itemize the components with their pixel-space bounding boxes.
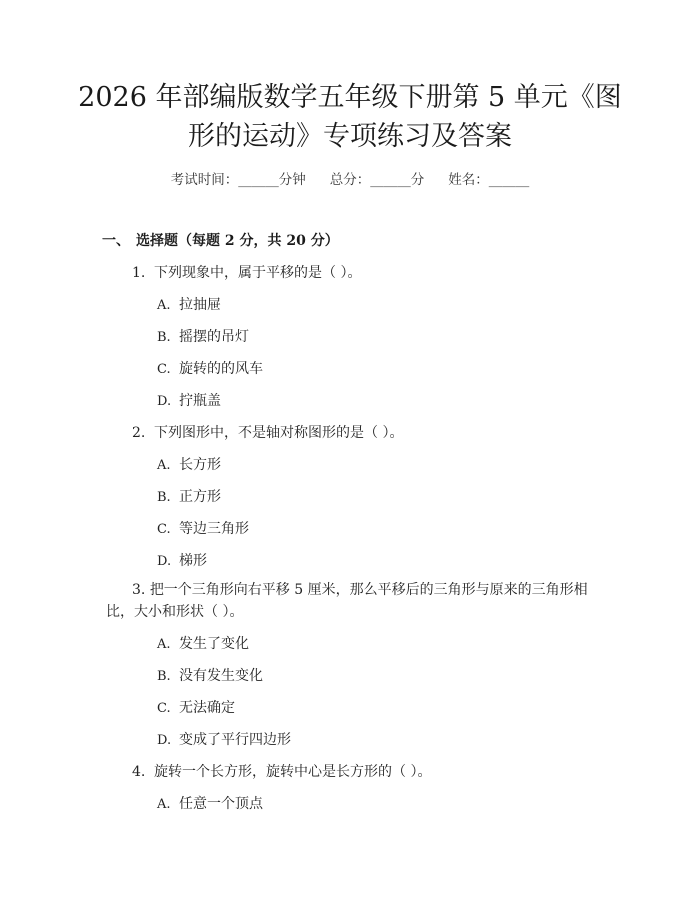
option-text: 发生了变化 [179,636,249,652]
question-3-option-a [157,633,249,653]
option-text: 等边三角形 [179,521,249,537]
option-letter: A. [157,797,171,812]
option-text: 拉抽屉 [179,297,221,313]
total-score-label: 总分：______分 [329,172,425,188]
document-title [60,78,640,156]
question-number: 1. [132,265,146,281]
section-number: 一、 [102,233,130,249]
question-2 [132,422,403,442]
question-2-option-d [157,550,207,570]
option-letter: B. [157,669,171,684]
option-letter: A. [157,637,171,652]
question-1-option-c [157,358,263,378]
exam-info [0,168,700,188]
question-3 [106,579,606,623]
option-letter: C. [157,522,171,537]
question-number: 3. [132,582,146,598]
option-letter: A. [157,298,171,313]
student-name-label: 姓名：______ [448,172,530,188]
question-number: 2. [132,425,146,441]
question-text: 旋转一个长方形，旋转中心是长方形的（ ）。 [154,764,432,780]
question-2-option-b [157,486,221,506]
option-letter: B. [157,490,171,505]
option-text: 没有发生变化 [179,668,263,684]
option-letter: A. [157,458,171,473]
option-text: 旋转的的风车 [179,361,263,377]
question-text-line-1 [106,579,606,601]
option-text: 摇摆的吊灯 [179,329,249,345]
question-4 [132,761,431,781]
option-text: 拧瓶盖 [179,393,221,409]
option-letter: C. [157,362,171,377]
option-text: 梯形 [179,553,207,569]
option-letter: D. [157,394,172,409]
question-text: 把一个三角形向右平移 5 厘米，那么平移后的三角形与原来的三角形相 [149,582,588,598]
question-2-option-c [157,518,249,538]
title-line-2: 形的运动》专项练习及答案 [188,121,512,152]
question-4-option-a [157,793,263,813]
question-3-option-c [157,697,235,717]
question-text: 下列图形中，不是轴对称图形的是（ ）。 [154,425,404,441]
section-heading [102,230,339,250]
question-number: 4. [132,764,146,780]
question-2-option-a [157,454,221,474]
option-text: 正方形 [179,489,221,505]
question-3-option-d [157,729,291,749]
option-text: 变成了平行四边形 [179,732,291,748]
option-text: 长方形 [179,457,221,473]
option-letter: D. [157,554,172,569]
question-3-option-b [157,665,263,685]
question-text-line-2: 比，大小和形状（ ）。 [106,604,244,620]
question-text: 下列现象中，属于平移的是（ ）。 [154,265,362,281]
exam-time-label: 考试时间：______分钟 [170,172,306,188]
option-letter: D. [157,733,172,748]
question-1-option-d [157,390,221,410]
question-1 [132,262,361,282]
option-letter: B. [157,330,171,345]
option-letter: C. [157,701,171,716]
question-1-option-b [157,326,249,346]
section-title: 选择题（每题 2 分，共 20 分） [136,233,339,249]
option-text: 任意一个顶点 [179,796,263,812]
option-text: 无法确定 [179,700,235,716]
title-line-1: 2026 年部编版数学五年级下册第 5 单元《图 [78,82,622,113]
question-1-option-a [157,294,221,314]
